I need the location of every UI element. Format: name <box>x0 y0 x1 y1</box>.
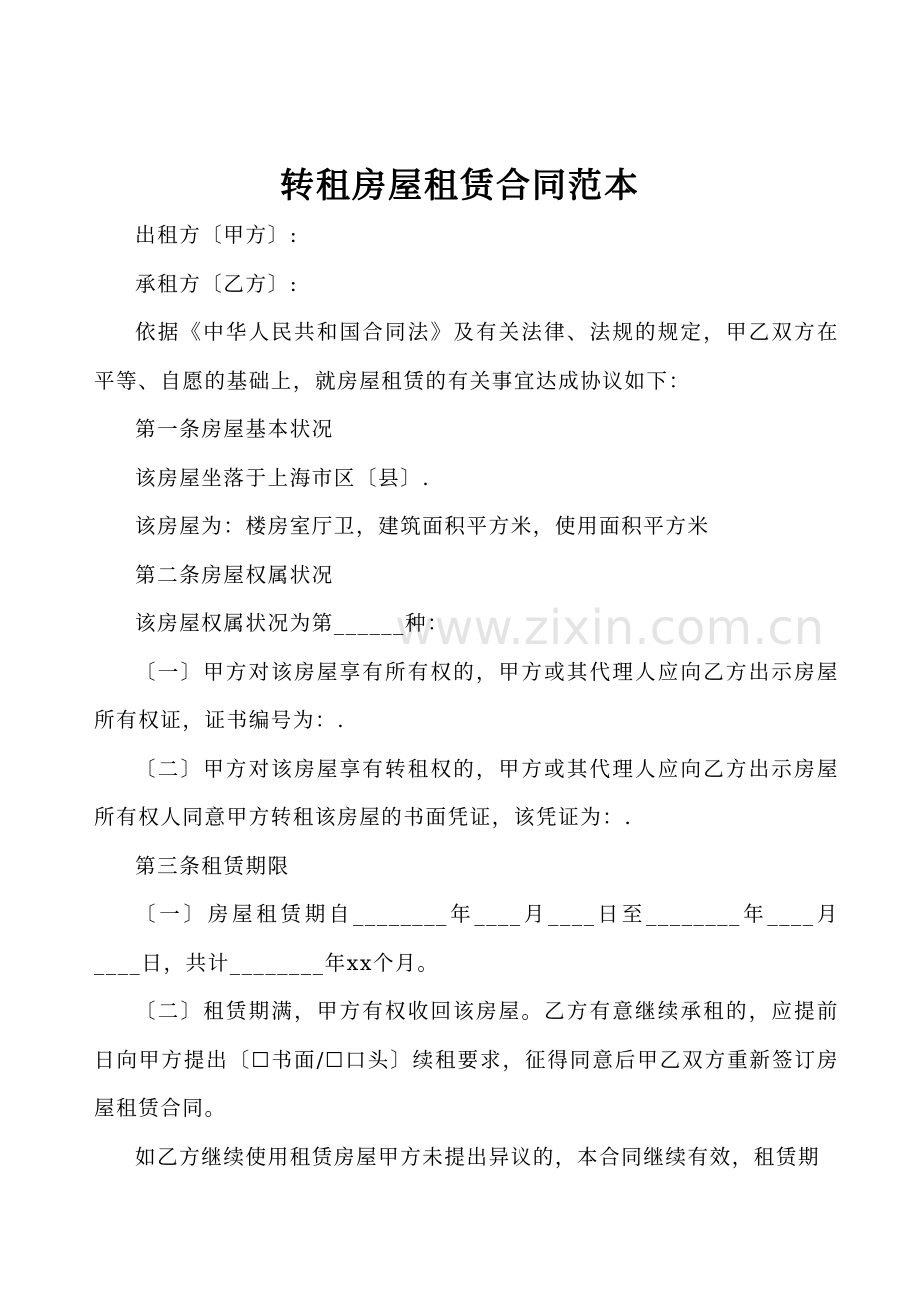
paragraph-ownership-type: 该房屋权属状况为第______种： <box>135 611 450 635</box>
paragraph-preamble: 依据《中华人民共和国合同法》及有关法律、法规的规定，甲乙双方在平等、自愿的基础上，就房屋租赁的有关事宜达成协议如下： <box>94 320 839 393</box>
article-1-heading: 第一条房屋基本状况 <box>135 417 334 441</box>
paragraph-house-type: 该房屋为：楼房室厅卫，建筑面积平方米，使用面积平方米 <box>135 514 710 538</box>
document-body <box>94 211 839 1181</box>
document-title: 转租房屋租赁合同范本 <box>280 166 640 206</box>
article-2-heading: 第二条房屋权属状况 <box>135 562 334 587</box>
paragraph-ownership-2: 〔二〕甲方对该房屋享有转租权的，甲方或其代理人应向乙方出示房屋所有权人同意甲方转租该房屋的书面凭证，该凭证为：. <box>94 756 839 829</box>
paragraph-term-1: 〔一〕房屋租赁期自________年____月____日至________年____月____日，共计________年xx个月。 <box>94 902 839 975</box>
paragraph-continuation: 如乙方继续使用租赁房屋甲方未提出异议的，本合同继续有效，租赁期 <box>135 1144 821 1169</box>
paragraph-lessor: 出租方〔甲方〕: <box>135 223 299 247</box>
paragraph-location: 该房屋坐落于上海市区〔县〕. <box>135 465 431 490</box>
paragraph-ownership-1: 〔一〕甲方对该房屋享有所有权的，甲方或其代理人应向乙方出示房屋所有权证，证书编号为：. <box>94 659 839 732</box>
article-3-heading: 第三条租赁期限 <box>135 853 290 878</box>
paragraph-lessee: 承租方〔乙方〕: <box>135 271 299 296</box>
paragraph-term-2: 〔二〕租赁期满，甲方有权收回该房屋。乙方有意继续承租的，应提前日向甲方提出〔☐书面/☐口头〕续租要求，征得同意后甲乙双方重新签订房屋租赁合同。 <box>94 999 839 1120</box>
watermark: www.zixin.com.cn <box>395 600 825 656</box>
